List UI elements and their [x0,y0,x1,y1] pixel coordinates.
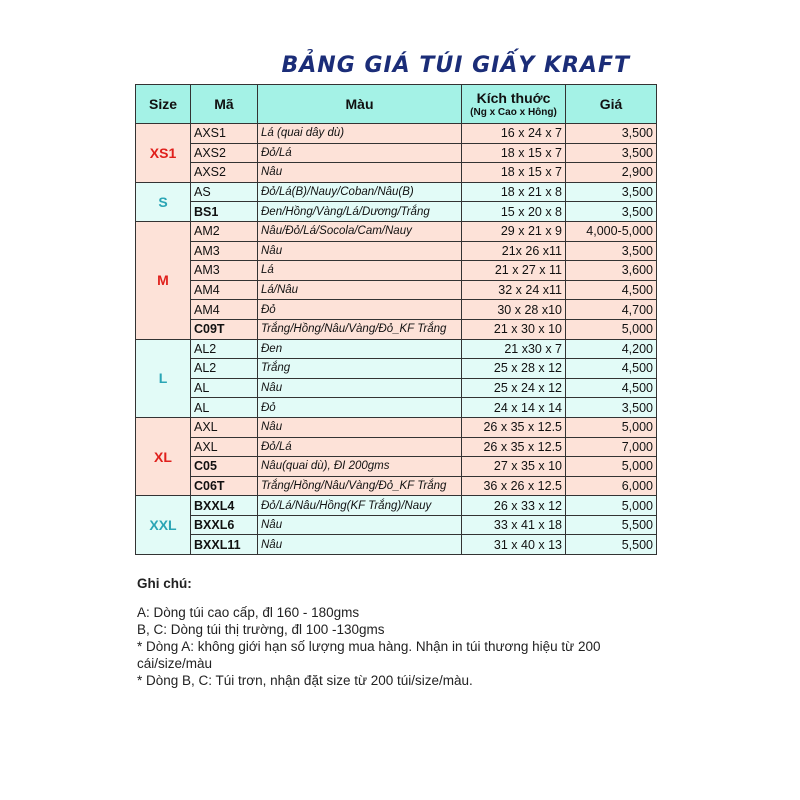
color-cell: Đỏ/Lá(B)/Nauy/Coban/Nâu(B) [258,182,462,202]
size-cell: XL [136,417,191,495]
dimension-cell: 15 x 20 x 8 [462,202,566,222]
color-cell: Đỏ/Lá/Nâu/Hồng(KF Trắng)/Nauy [258,496,462,516]
table-row [136,241,657,261]
code-cell: C05 [191,457,258,477]
color-cell: Đỏ/Lá [258,437,462,457]
price-cell: 3,500 [566,182,657,202]
dimension-cell: 25 x 28 x 12 [462,359,566,379]
color-cell: Lá [258,261,462,281]
table-row [136,339,657,359]
dimension-cell: 26 x 33 x 12 [462,496,566,516]
note-line: B, C: Dòng túi thị trường, đl 100 -130gms [137,622,385,638]
note-line: * Dòng A: không giới hạn số lượng mua hàng. Nhận in túi thương hiệu từ 200 cái/size/màu [137,639,601,672]
color-cell: Trắng/Hồng/Nâu/Vàng/Đỏ_KF Trắng [258,476,462,496]
code-cell: AXL [191,417,258,437]
dimension-cell: 32 x 24 x11 [462,280,566,300]
price-cell: 5,500 [566,515,657,535]
color-cell: Nâu [258,241,462,261]
table-row [136,496,657,516]
header-code: Mã [191,85,258,124]
dimension-cell: 18 x 21 x 8 [462,182,566,202]
table-row [136,163,657,183]
price-cell: 3,500 [566,241,657,261]
table-row [136,515,657,535]
price-cell: 2,900 [566,163,657,183]
color-cell: Lá (quai dây dù) [258,124,462,144]
color-cell: Nâu [258,515,462,535]
price-cell: 7,000 [566,437,657,457]
dimension-cell: 21 x 27 x 11 [462,261,566,281]
dimension-cell: 21 x30 x 7 [462,339,566,359]
code-cell: BXXL6 [191,515,258,535]
header-size: Size [136,85,191,124]
price-cell: 5,000 [566,417,657,437]
notes-heading: Ghi chú: [137,576,192,592]
price-cell: 6,000 [566,476,657,496]
price-cell: 4,500 [566,378,657,398]
code-cell: AL2 [191,339,258,359]
table-row [136,280,657,300]
dimension-cell: 24 x 14 x 14 [462,398,566,418]
page-content [135,52,656,689]
color-cell: Nâu(quai dù), ĐI 200gms [258,457,462,477]
color-cell: Đỏ/Lá [258,143,462,163]
dimension-cell: 21x 26 x11 [462,241,566,261]
price-cell: 3,500 [566,398,657,418]
color-cell: Trắng/Hồng/Nâu/Vàng/Đỏ_KF Trắng [258,319,462,339]
table-row [136,359,657,379]
color-cell: Nâu [258,378,462,398]
size-cell: L [136,339,191,417]
header-dim-label: Kích thuớc [476,89,551,106]
color-cell: Trắng [258,359,462,379]
code-cell: BXXL11 [191,535,258,555]
dimension-cell: 36 x 26 x 12.5 [462,476,566,496]
price-cell: 4,500 [566,359,657,379]
price-cell: 4,500 [566,280,657,300]
code-cell: BS1 [191,202,258,222]
price-cell: 4,200 [566,339,657,359]
table-row [136,476,657,496]
code-cell: C09T [191,319,258,339]
table-row [136,417,657,437]
table-header [136,85,657,124]
code-cell: AXS1 [191,124,258,144]
header-dimensions [462,85,566,124]
price-cell: 3,500 [566,202,657,222]
size-cell: XS1 [136,124,191,183]
price-cell: 4,700 [566,300,657,320]
dimension-cell: 26 x 35 x 12.5 [462,417,566,437]
color-cell: Đen/Hồng/Vàng/Lá/Dương/Trắng [258,202,462,222]
table-row [136,535,657,555]
price-cell: 5,000 [566,457,657,477]
note-line: A: Dòng túi cao cấp, đl 160 - 180gms [137,605,360,621]
price-cell: 5,500 [566,535,657,555]
note-line: * Dòng B, C: Túi trơn, nhận đặt size từ 200 túi/size/màu. [137,673,473,689]
dimension-cell: 30 x 28 x10 [462,300,566,320]
table-row [136,221,657,241]
color-cell: Nâu [258,417,462,437]
code-cell: AM3 [191,261,258,281]
price-cell: 3,500 [566,124,657,144]
dimension-cell: 18 x 15 x 7 [462,163,566,183]
price-cell: 3,600 [566,261,657,281]
price-cell: 5,000 [566,496,657,516]
code-cell: AS [191,182,258,202]
header-color: Màu [258,85,462,124]
color-cell: Nâu [258,535,462,555]
table-row [136,319,657,339]
dimension-cell: 26 x 35 x 12.5 [462,437,566,457]
color-cell: Nâu/Đỏ/Lá/Socola/Cam/Nauy [258,221,462,241]
code-cell: C06T [191,476,258,496]
price-table [135,84,657,555]
code-cell: AM3 [191,241,258,261]
dimension-cell: 31 x 40 x 13 [462,535,566,555]
dimension-cell: 21 x 30 x 10 [462,319,566,339]
table-row [136,398,657,418]
dimension-cell: 18 x 15 x 7 [462,143,566,163]
table-row [136,378,657,398]
dimension-cell: 33 x 41 x 18 [462,515,566,535]
code-cell: AM2 [191,221,258,241]
size-cell: XXL [136,496,191,555]
table-row [136,182,657,202]
code-cell: AL [191,378,258,398]
price-cell: 5,000 [566,319,657,339]
color-cell: Đen [258,339,462,359]
color-cell: Đỏ [258,398,462,418]
dimension-cell: 27 x 35 x 10 [462,457,566,477]
code-cell: AL2 [191,359,258,379]
color-cell: Đỏ [258,300,462,320]
price-cell: 4,000-5,000 [566,221,657,241]
code-cell: AXS2 [191,143,258,163]
dimension-cell: 29 x 21 x 9 [462,221,566,241]
size-cell: S [136,182,191,221]
table-row [136,143,657,163]
price-cell: 3,500 [566,143,657,163]
table-row [136,457,657,477]
table-row [136,261,657,281]
table-row [136,202,657,222]
code-cell: BXXL4 [191,496,258,516]
code-cell: AL [191,398,258,418]
size-cell: M [136,221,191,339]
table-row [136,300,657,320]
notes [137,575,637,689]
color-cell: Nâu [258,163,462,183]
color-cell: Lá/Nâu [258,280,462,300]
code-cell: AXS2 [191,163,258,183]
code-cell: AM4 [191,280,258,300]
dimension-cell: 16 x 24 x 7 [462,124,566,144]
table-row [136,124,657,144]
code-cell: AXL [191,437,258,457]
table-row [136,437,657,457]
dimension-cell: 25 x 24 x 12 [462,378,566,398]
code-cell: AM4 [191,300,258,320]
header-dim-sub: (Ng x Cao x Hông) [470,106,557,118]
header-price: Giá [566,85,657,124]
page-title: BẢNG GIÁ TÚI GIẤY KRAFT [281,53,630,78]
